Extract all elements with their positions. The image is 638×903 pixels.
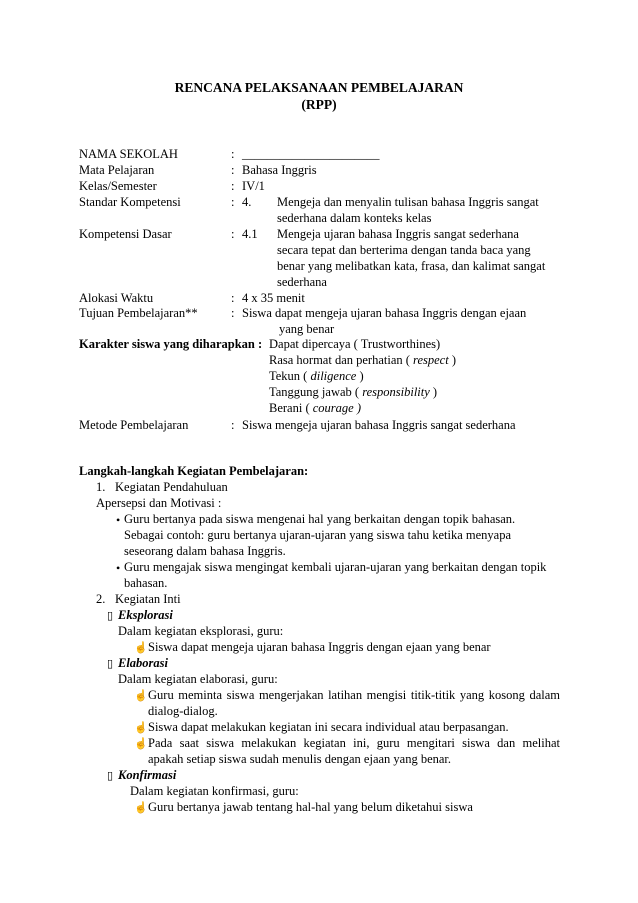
field-number: 4.	[242, 195, 252, 209]
field-label: Standar Kompetensi	[79, 195, 181, 209]
karakter-end: )	[448, 353, 456, 367]
field-line: yang benar	[279, 322, 335, 336]
bullet-line: Sebagai contoh: guru bertanya ujaran-ujaran yang siswa tahu ketika menyapa	[124, 528, 512, 542]
karakter-end: )	[356, 369, 364, 383]
hand-pointer-icon: ☝	[134, 802, 148, 814]
doc-subtitle: (RPP)	[301, 97, 337, 112]
box-bullet-icon: ▯	[107, 770, 114, 782]
karakter-label: Karakter siswa yang diharapkan :	[79, 337, 263, 351]
field-value: ______________________	[242, 147, 380, 161]
field-label: Kelas/Semester	[79, 179, 157, 193]
karakter-item	[269, 369, 364, 385]
field-number: 4.1	[242, 227, 258, 241]
karakter-end: )	[429, 385, 438, 399]
field-value: Bahasa Inggris	[242, 163, 317, 177]
box-bullet-icon: ▯	[107, 658, 114, 670]
karakter-english: diligence	[310, 369, 357, 383]
karakter-text: Tekun (	[269, 369, 311, 383]
colon: :	[231, 163, 235, 177]
bullet-line: Guru mengajak siswa mengingat kembali ujaran-ujaran yang berkaitan dengan topik	[124, 560, 547, 574]
hand-pointer-icon: ☝	[134, 642, 148, 654]
pendahuluan-number: 1.	[96, 480, 106, 494]
konfirmasi-label: Konfirmasi	[118, 768, 177, 782]
field-label: NAMA SEKOLAH	[79, 147, 178, 161]
box-bullet-icon: ▯	[107, 610, 114, 622]
karakter-text: Dapat dipercaya ( Trustworthines)	[269, 337, 441, 351]
bullet-icon: •	[116, 513, 121, 527]
konfirmasi-intro: Dalam kegiatan konfirmasi, guru:	[130, 784, 299, 798]
field-line: Mengeja ujaran bahasa Inggris sangat sederhana	[277, 227, 519, 241]
elaborasi-item: apakah setiap siswa sudah menulis dengan ejaan yang benar.	[148, 752, 452, 766]
field-value: Siswa dapat mengeja ujaran bahasa Inggris dengan ejaan	[242, 306, 527, 320]
field-label: Kompetensi Dasar	[79, 227, 172, 241]
apersepsi-label: Apersepsi dan Motivasi :	[96, 496, 222, 510]
field-label: Mata Pelajaran	[79, 163, 155, 177]
elaborasi-item: Guru meminta siswa mengerjakan latihan mengisi titik-titik yang kosong dalam	[148, 688, 560, 702]
elaborasi-intro: Dalam kegiatan elaborasi, guru:	[118, 672, 278, 686]
karakter-english: respect	[413, 353, 449, 367]
bullet-icon: •	[116, 561, 121, 575]
colon: :	[231, 227, 235, 241]
doc-title: RENCANA PELAKSANAAN PEMBELAJARAN	[174, 80, 464, 95]
elaborasi-label: Elaborasi	[118, 656, 169, 670]
pendahuluan-label: Kegiatan Pendahuluan	[115, 480, 228, 494]
colon: :	[231, 195, 235, 209]
field-line: benar yang melibatkan kata, frasa, dan kalimat sangat	[277, 259, 546, 273]
inti-number: 2.	[96, 592, 106, 606]
field-value: 4 x 35 menit	[242, 291, 305, 305]
colon: :	[231, 418, 235, 432]
field-line: secara tepat dan berterima dengan tanda baca yang	[277, 243, 531, 257]
elaborasi-item: dialog-dialog.	[148, 704, 218, 718]
colon: :	[231, 179, 235, 193]
karakter-item	[269, 353, 456, 369]
eksplorasi-label: Eksplorasi	[118, 608, 173, 622]
field-value: IV/1	[242, 179, 265, 193]
langkah-heading: Langkah-langkah Kegiatan Pembelajaran:	[79, 464, 309, 478]
eksplorasi-item: Siswa dapat mengeja ujaran bahasa Inggris dengan ejaan yang benar	[148, 640, 491, 654]
field-label: Tujuan Pembelajaran**	[79, 306, 198, 320]
karakter-item	[269, 385, 437, 401]
elaborasi-item: Pada saat siswa melakukan kegiatan ini, guru mengitari siswa dan melihat	[148, 736, 560, 750]
elaborasi-item: Siswa dapat melakukan kegiatan ini secara individual atau berpasangan.	[148, 720, 509, 734]
bullet-line: bahasan.	[124, 576, 168, 590]
hand-pointer-icon: ☝	[134, 690, 148, 702]
bullet-line: Guru bertanya pada siswa mengenai hal yang berkaitan dengan topik bahasan.	[124, 512, 516, 526]
colon: :	[231, 306, 235, 320]
eksplorasi-intro: Dalam kegiatan eksplorasi, guru:	[118, 624, 284, 638]
field-line: sederhana	[277, 275, 327, 289]
hand-pointer-icon: ☝	[134, 722, 148, 734]
colon: :	[231, 291, 235, 305]
field-label: Metode Pembelajaran	[79, 418, 189, 432]
field-line: Mengeja dan menyalin tulisan bahasa Inggris sangat	[277, 195, 539, 209]
inti-label: Kegiatan Inti	[115, 592, 181, 606]
field-value: Siswa mengeja ujaran bahasa Inggris sangat sederhana	[242, 418, 516, 432]
karakter-english: responsibility	[362, 385, 430, 399]
karakter-english: courage )	[312, 401, 361, 415]
bullet-line: seseorang dalam bahasa Inggris.	[124, 544, 286, 558]
konfirmasi-item: Guru bertanya jawab tentang hal-hal yang belum diketahui siswa	[148, 800, 473, 814]
karakter-text: Rasa hormat dan perhatian (	[269, 353, 414, 367]
karakter-text: Tanggung jawab (	[269, 385, 363, 399]
field-label: Alokasi Waktu	[79, 291, 154, 305]
karakter-item	[269, 337, 440, 353]
hand-pointer-icon: ☝	[134, 738, 148, 750]
karakter-item	[269, 401, 361, 417]
field-line: sederhana dalam konteks kelas	[277, 211, 432, 225]
colon: :	[231, 147, 235, 161]
karakter-text: Berani (	[269, 401, 313, 415]
